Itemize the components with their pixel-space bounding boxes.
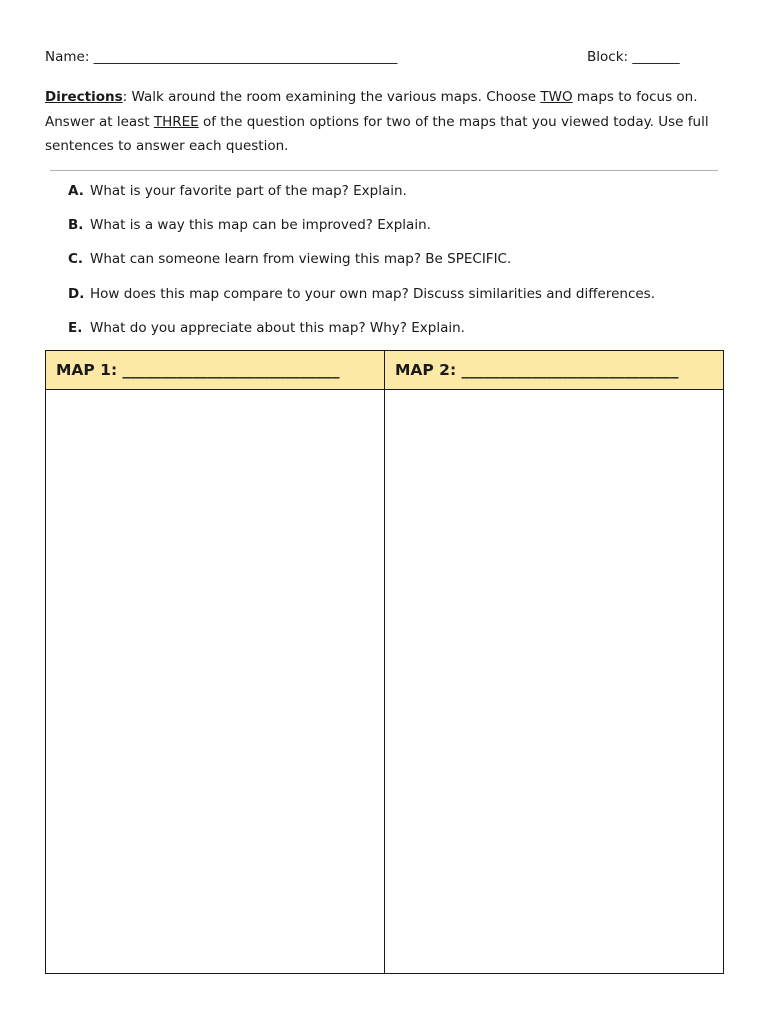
map1-header: MAP 1: ____________________________ — [46, 351, 385, 390]
directions-text-3: of the question options for two of the maps that you viewed today. Use full sentences to answer each question. — [45, 113, 709, 154]
map-answer-row — [46, 390, 724, 974]
question-option-a — [68, 182, 728, 216]
option-letter: C. — [68, 251, 84, 268]
name-field-line: Name: _____________________________________________ — [45, 49, 398, 65]
directions-three-emphasis: THREE — [153, 113, 199, 130]
option-text: What is your favorite part of the map? Explain. — [90, 183, 407, 199]
option-letter: B. — [68, 217, 84, 234]
directions-paragraph — [45, 85, 725, 159]
option-text: What can someone learn from viewing this map? Be SPECIFIC. — [90, 251, 512, 268]
map2-header: MAP 2: ____________________________ — [385, 351, 724, 390]
directions-two-emphasis: TWO — [540, 89, 573, 105]
section-divider — [50, 170, 718, 171]
option-letter: A. — [68, 183, 84, 199]
option-text: What is a way this map can be improved? Explain. — [90, 217, 431, 234]
block-field-line: Block: _______ — [587, 49, 680, 65]
map2-answer-area[interactable] — [385, 390, 724, 974]
option-letter: D. — [68, 285, 85, 302]
question-option-d — [68, 285, 728, 319]
question-option-b — [68, 216, 728, 250]
directions-text-1: : Walk around the room examining the various maps. Choose — [122, 89, 541, 105]
question-options-list — [68, 182, 728, 353]
option-text: What do you appreciate about this map? Why? Explain. — [90, 319, 465, 336]
question-option-c — [68, 250, 728, 284]
map1-answer-area[interactable] — [46, 390, 385, 974]
option-text: How does this map compare to your own map? Discuss similarities and differences. — [90, 285, 656, 302]
question-option-e — [68, 319, 728, 353]
map-header-row — [46, 351, 724, 390]
directions-label: Directions — [45, 89, 123, 105]
directions-text-2: maps to focus on. Answer at least — [45, 89, 698, 130]
map-answer-table — [45, 350, 724, 974]
option-letter: E. — [68, 319, 83, 336]
